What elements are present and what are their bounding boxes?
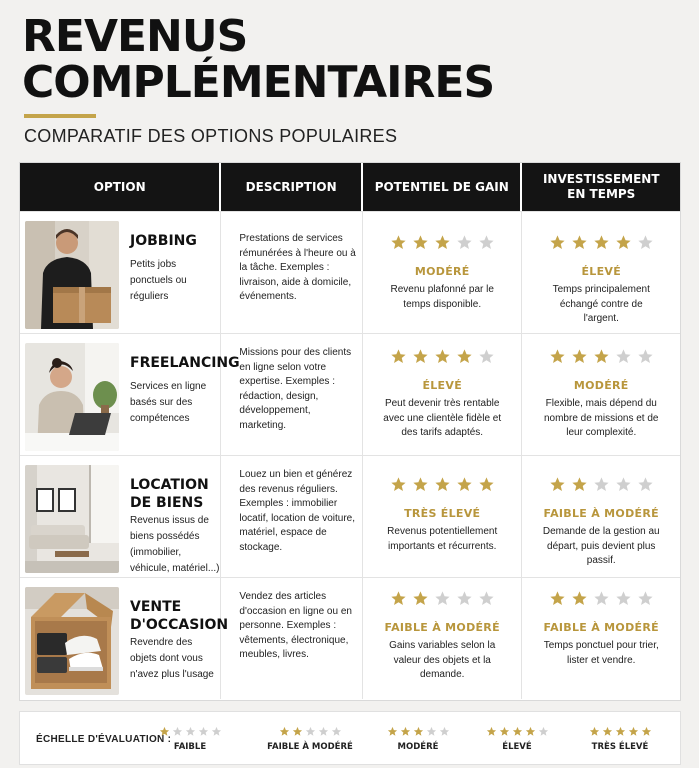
potential-level: ÉLEVÉ [422,379,463,392]
star-empty-icon [456,234,473,251]
table-row [20,577,680,699]
star-filled-icon [387,726,398,737]
time-note: Temps principalement échangé contre de l'argent. [552,284,650,324]
header-time [522,163,680,211]
option-name-line-1: VENTE [130,599,182,615]
potential-stars [363,590,522,607]
laptop-worker-photo [25,343,119,451]
header-option: OPTION [20,163,221,211]
scale-item [462,726,572,752]
option-name-line-2: DE BIENS [130,495,204,511]
time-level: MODÉRÉ [573,379,629,392]
star-filled-icon [292,726,303,737]
star-empty-icon [478,348,495,365]
star-filled-icon [549,234,566,251]
potential-stars [363,348,522,365]
star-filled-icon [615,726,626,737]
scale-label: FAIBLE À MODÉRÉ [267,742,353,752]
option-name-line-1: LOCATION [130,477,209,493]
delivery-person-photo [25,221,119,329]
star-empty-icon [211,726,222,737]
option-name-line-1: FREELANCING [130,355,240,371]
time-note: Demande de la gestion au départ, puis devient plus passif. [542,526,660,566]
option-cell [20,334,240,455]
star-empty-icon [478,590,495,607]
scale-stars [135,726,245,737]
star-filled-icon [571,348,588,365]
star-empty-icon [198,726,209,737]
time-cell [522,456,680,577]
time-stars [522,348,680,365]
scale-label: MODÉRÉ [397,742,439,752]
star-filled-icon [412,348,429,365]
scale-stars [462,726,572,737]
scale-label: TRÈS ÉLEVÉ [591,742,649,752]
page-subtitle: COMPARATIF DES OPTIONS POPULAIRES [24,126,398,146]
potential-note: Revenus potentiellement importants et récurrents. [387,526,498,552]
option-name [130,476,220,512]
potential-level: MODÉRÉ [414,265,470,278]
description-text: Prestations de services rémunérées à l'heure ou à la tâche. Exemples : livraison, aide à domicile, événements. [239,233,356,302]
star-filled-icon [456,476,473,493]
scale-item [135,726,245,752]
time-cell [522,212,680,333]
star-empty-icon [426,726,437,737]
option-cell [20,212,221,333]
star-filled-icon [593,234,610,251]
star-empty-icon [305,726,316,737]
title-underline [24,114,96,118]
star-empty-icon [318,726,329,737]
star-empty-icon [331,726,342,737]
potential-cell [363,578,523,699]
potential-note: Revenu plafonné par le temps disponible. [390,284,494,310]
option-subtitle: Petits jobs ponctuels ou réguliers [130,259,187,302]
star-empty-icon [637,348,654,365]
time-stars [522,590,680,607]
rating-scale-legend [19,711,681,765]
time-cell [522,578,680,699]
star-filled-icon [390,476,407,493]
description-cell [221,456,363,577]
star-filled-icon [602,726,613,737]
potential-note: Gains variables selon la valeur des objets et la demande. [389,640,496,680]
time-level: FAIBLE À MODÉRÉ [543,621,659,634]
header-description: DESCRIPTION [221,163,363,211]
star-empty-icon [172,726,183,737]
time-cell [522,334,680,455]
potential-note: Peut devenir très rentable avec une clientèle fidèle et des tarifs adaptés. [383,398,502,438]
scale-stars [255,726,365,737]
star-filled-icon [571,476,588,493]
living-room-photo [25,465,119,573]
potential-stars [363,234,522,251]
box-of-sneakers-photo [25,587,119,695]
description-cell [221,578,363,699]
star-filled-icon [615,234,632,251]
potential-cell [363,212,523,333]
star-empty-icon [456,590,473,607]
description-text: Louez un bien et générez des revenus réguliers. Exemples : immobilier locatif, location de voiture, matériel, espace de stockage. [239,469,356,553]
star-filled-icon [434,348,451,365]
star-filled-icon [525,726,536,737]
star-filled-icon [512,726,523,737]
scale-item [255,726,365,752]
star-empty-icon [593,476,610,493]
potential-cell [363,334,523,455]
title-line-1: REVENUS [22,11,248,62]
option-name [130,598,229,634]
time-note: Temps ponctuel pour trier, lister et vendre. [543,640,659,666]
potential-level: TRÈS ÉLEVÉ [404,507,481,520]
header-potential: POTENTIEL DE GAIN [363,163,523,211]
star-filled-icon [390,234,407,251]
title-line-2: COMPLÉMENTAIRES [22,57,495,108]
scale-label: ÉLEVÉ [502,742,532,752]
table-header [20,163,680,211]
star-filled-icon [412,234,429,251]
star-filled-icon [434,476,451,493]
option-subtitle: Revenus issus de biens possédés (immobilier, véhicule, matériel...) [130,515,220,574]
comparison-table [19,162,681,701]
star-filled-icon [413,726,424,737]
scale-item [565,726,675,752]
scale-label: FAIBLE [173,742,207,752]
potential-stars [363,476,522,493]
table-row [20,455,680,577]
potential-cell [363,456,523,577]
time-level: ÉLEVÉ [581,265,622,278]
option-name-line-1: JOBBING [130,233,197,249]
option-cell [20,578,229,699]
star-empty-icon [538,726,549,737]
star-empty-icon [593,590,610,607]
star-filled-icon [486,726,497,737]
star-filled-icon [499,726,510,737]
scale-title: ÉCHELLE D'ÉVALUATION : [36,734,172,745]
star-empty-icon [637,590,654,607]
star-filled-icon [589,726,600,737]
time-level: FAIBLE À MODÉRÉ [543,507,659,520]
star-empty-icon [439,726,450,737]
star-empty-icon [637,234,654,251]
star-empty-icon [434,590,451,607]
header-time-line-2: EN TEMPS [567,187,636,201]
star-filled-icon [400,726,411,737]
star-empty-icon [615,590,632,607]
star-filled-icon [549,476,566,493]
star-filled-icon [549,348,566,365]
star-filled-icon [434,234,451,251]
option-name [130,354,240,372]
star-filled-icon [412,476,429,493]
option-subtitle: Services en ligne basés sur des compétences [130,381,207,424]
description-cell [221,212,363,333]
table-row [20,333,680,455]
star-filled-icon [279,726,290,737]
potential-level: FAIBLE À MODÉRÉ [384,621,500,634]
scale-stars [363,726,473,737]
scale-item [363,726,473,752]
header-time-line-1: INVESTISSEMENT [542,172,660,186]
star-filled-icon [593,348,610,365]
star-filled-icon [390,348,407,365]
star-filled-icon [456,348,473,365]
option-name-line-2: D'OCCASION [130,617,229,633]
star-filled-icon [628,726,639,737]
star-filled-icon [478,476,495,493]
scale-stars [565,726,675,737]
description-text: Missions pour des clients en ligne selon votre expertise. Exemples : rédaction, design, développement, marketing. [239,347,352,431]
star-empty-icon [615,348,632,365]
star-empty-icon [637,476,654,493]
time-stars [522,234,680,251]
page-title [22,11,495,108]
star-empty-icon [185,726,196,737]
option-subtitle: Revendre des objets dont vous n'avez plus l'usage [130,637,214,680]
option-name [130,232,220,250]
star-filled-icon [390,590,407,607]
time-stars [522,476,680,493]
table-row [20,211,680,333]
star-filled-icon [549,590,566,607]
star-empty-icon [615,476,632,493]
star-filled-icon [159,726,170,737]
star-empty-icon [478,234,495,251]
star-filled-icon [412,590,429,607]
description-text: Vendez des articles d'occasion en ligne ou en personne. Exemples : vêtements, électronique, meubles, livres. [239,591,352,660]
option-cell [20,456,221,577]
star-filled-icon [571,234,588,251]
star-filled-icon [571,590,588,607]
description-cell [221,334,363,455]
time-note: Flexible, mais dépend du nombre de missions et de leur complexité. [543,398,659,438]
star-filled-icon [641,726,652,737]
